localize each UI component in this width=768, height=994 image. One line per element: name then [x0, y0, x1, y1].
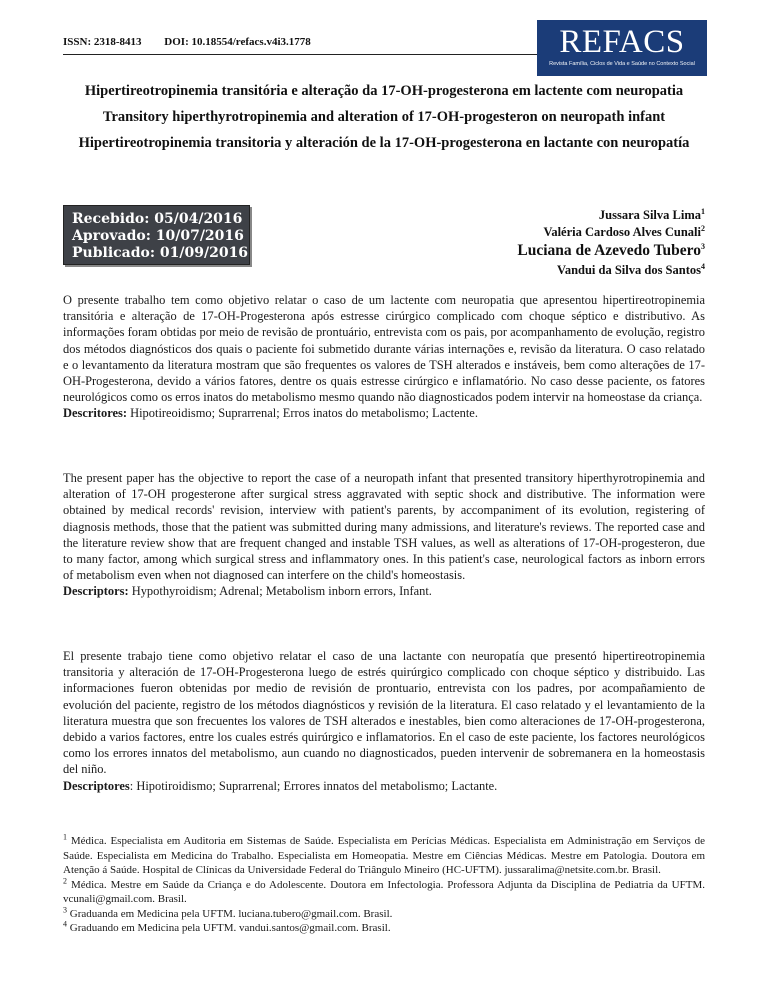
descriptors-en: Descriptors: Hypothyroidism; Adrenal; Metabolism inborn errors, Infant.: [63, 584, 432, 599]
descriptors-es: Descriptores: Hipotiroidismo; Suprarrenal; Errores innatos del metabolismo; Lactante.: [63, 778, 498, 793]
abstract-es: [63, 648, 705, 794]
header-meta: [63, 36, 311, 48]
author-2: Valéria Cardoso Alves Cunali$^2$: [543, 223, 705, 239]
title-pt: Hipertireotropinemia transitória e alteração da 17-OH-progesterona em lactente com neuropatia: [84, 83, 684, 99]
abstract-en: [63, 470, 705, 600]
doi: DOI: 10.18554/refacs.v4i3.1778: [164, 36, 311, 48]
logo-name: REFACS: [559, 24, 685, 60]
abstract-es-text: El presente trabajo tiene como objetivo relatar el caso de una lactante con neuropatía que presentó hipertireotropinemia transitoria y alteración de 17-OH-Progesterona luego de estrés quirúrgico complicado con choque séptico y distribuido. Las informaciones fueron obtenidas por medio de revisión de prontuario, entrevista con los padres, por acompañamiento de evolución del paciente, registro de los métodos diagnósticos y revisión de la literatura. El caso relatado y el levantamiento de la literatura muestra que son frecuentes los valores de TSH alterados e inestables, bien como alteraciones de 17-OH-progesterona, debido a varios factores, entre los cuales estrés quirúrgico e inflamatorios. En el caso de este paciente, los factores neurológicos como los errores innatos del metabolismo, aun cuando no diagnosticados, pueden intervenir de sobremanera en la homeostasis del niño.: [63, 649, 705, 777]
abstract-pt: [63, 292, 705, 422]
authors: [517, 207, 705, 280]
issn: ISSN: 2318-8413: [63, 36, 142, 48]
journal-logo: [537, 20, 707, 76]
logo-subtitle: Revista Família, Ciclos de Vida e Saúde no Contexto Social: [549, 61, 695, 67]
dates-box: [63, 205, 250, 265]
footnote-1: $^1$ Médica. Especialista em Auditoria em Sistemas de Saúde. Especialista em Perícias Médicas. Especialista em Administração em Serviços de Saúde. Especialista em Medicina do Trabalho. Especialista em Homeopatia. Mestre em Ciências Médicas. Mestre em Patologia. Doutora em Atenção á Saúde. Hospital de Clínicas da Universidade Federal do Triângulo Mineiro (HC-UFTM). jussaralima@netsite.com.br. Brasil.: [63, 832, 705, 876]
footnotes: [63, 834, 705, 936]
footnote-2: $^2$ Médica. Mestre em Saúde da Criança e do Adolescente. Doutora em Infectologia. Professora Adjunta da Disciplina de Pediatria da UFTM. vcunali@gmail.com. Brasil.: [63, 875, 705, 905]
descriptors-pt: Descritores: Hipotireoidismo; Suprarrenal; Erros inatos do metabolismo; Lactente.: [63, 406, 478, 421]
author-4: Vandui da Silva dos Santos$^4$: [556, 261, 705, 277]
footnote-4: $^4$ Graduando em Medicina pela UFTM. vandui.santos@gmail.com. Brasil.: [63, 919, 391, 934]
title-en: Transitory hiperthyrotropinemia and alteration of 17-OH-progesteron on neuropath infant: [102, 109, 666, 125]
abstract-en-text: The present paper has the objective to report the case of a neuropath infant that presented transitory hiperthyrotropinemia and alteration of 17-OH progesterone after surgical stress aggravated with septic shock and distributive. The information were obtained by medical records' revision, interview with patient's parents, by accompaniment of its evolution, registering of diagnosis methods, those that the patient was submitted during many admissions, and literature's reviews. The reported case and the literature review show that are frequent changed and instable TSH values, as well as alterations of 17-OH-progesteron, due to many factor, among which surgical stress and inflammatory ones. In this patient's case, neurological factors as inborn errors of metabolism even when not diagnosed can interfere on the child's homeostasis.: [63, 471, 705, 583]
author-3: Luciana de Azevedo Tubero$^3$: [517, 241, 705, 259]
header-rule: [63, 54, 543, 55]
author-1: Jussara Silva Lima$^1$: [598, 206, 705, 222]
titles: [63, 82, 705, 160]
title-es: Hipertireotropinemia transitoria y alteración de la 17-OH-progesterona en lactante con neuropatía: [78, 135, 690, 151]
footnote-3: $^3$ Graduanda em Medicina pela UFTM. luciana.tubero@gmail.com. Brasil.: [63, 904, 393, 920]
date-approved: Aprovado: 10/07/2016: [72, 228, 244, 244]
date-published: Publicado: 01/09/2016: [72, 245, 249, 261]
abstract-pt-text: O presente trabalho tem como objetivo relatar o caso de um lactente com neuropatia que apresentou hipertireotropinemia transitória e alteração de 17-OH-Progesterona após estresse cirúrgico complicado com choque séptico e distributivo. As informações foram obtidas por meio de revisão de prontuário, entrevista com os pais, por acompanhamento de evolução, registro dos métodos diagnósticos dos quais o paciente foi submetido durante várias internações e, revisão da literatura. O caso relatado e o levantamento da literatura mostram que são frequentes os valores de TSH alterados e instáveis, bem como alterações de 17-OH-Progesterona, devido a vários fatores, dentre os quais estresse cirúrgico e inflamatório. No caso desse paciente, os fatores neurológicos como os erros inatos do metabolismo mesmo quando não diagnosticados podem intervir na homeostase da criança.: [63, 293, 705, 405]
date-received: Recebido: 05/04/2016: [72, 211, 243, 227]
